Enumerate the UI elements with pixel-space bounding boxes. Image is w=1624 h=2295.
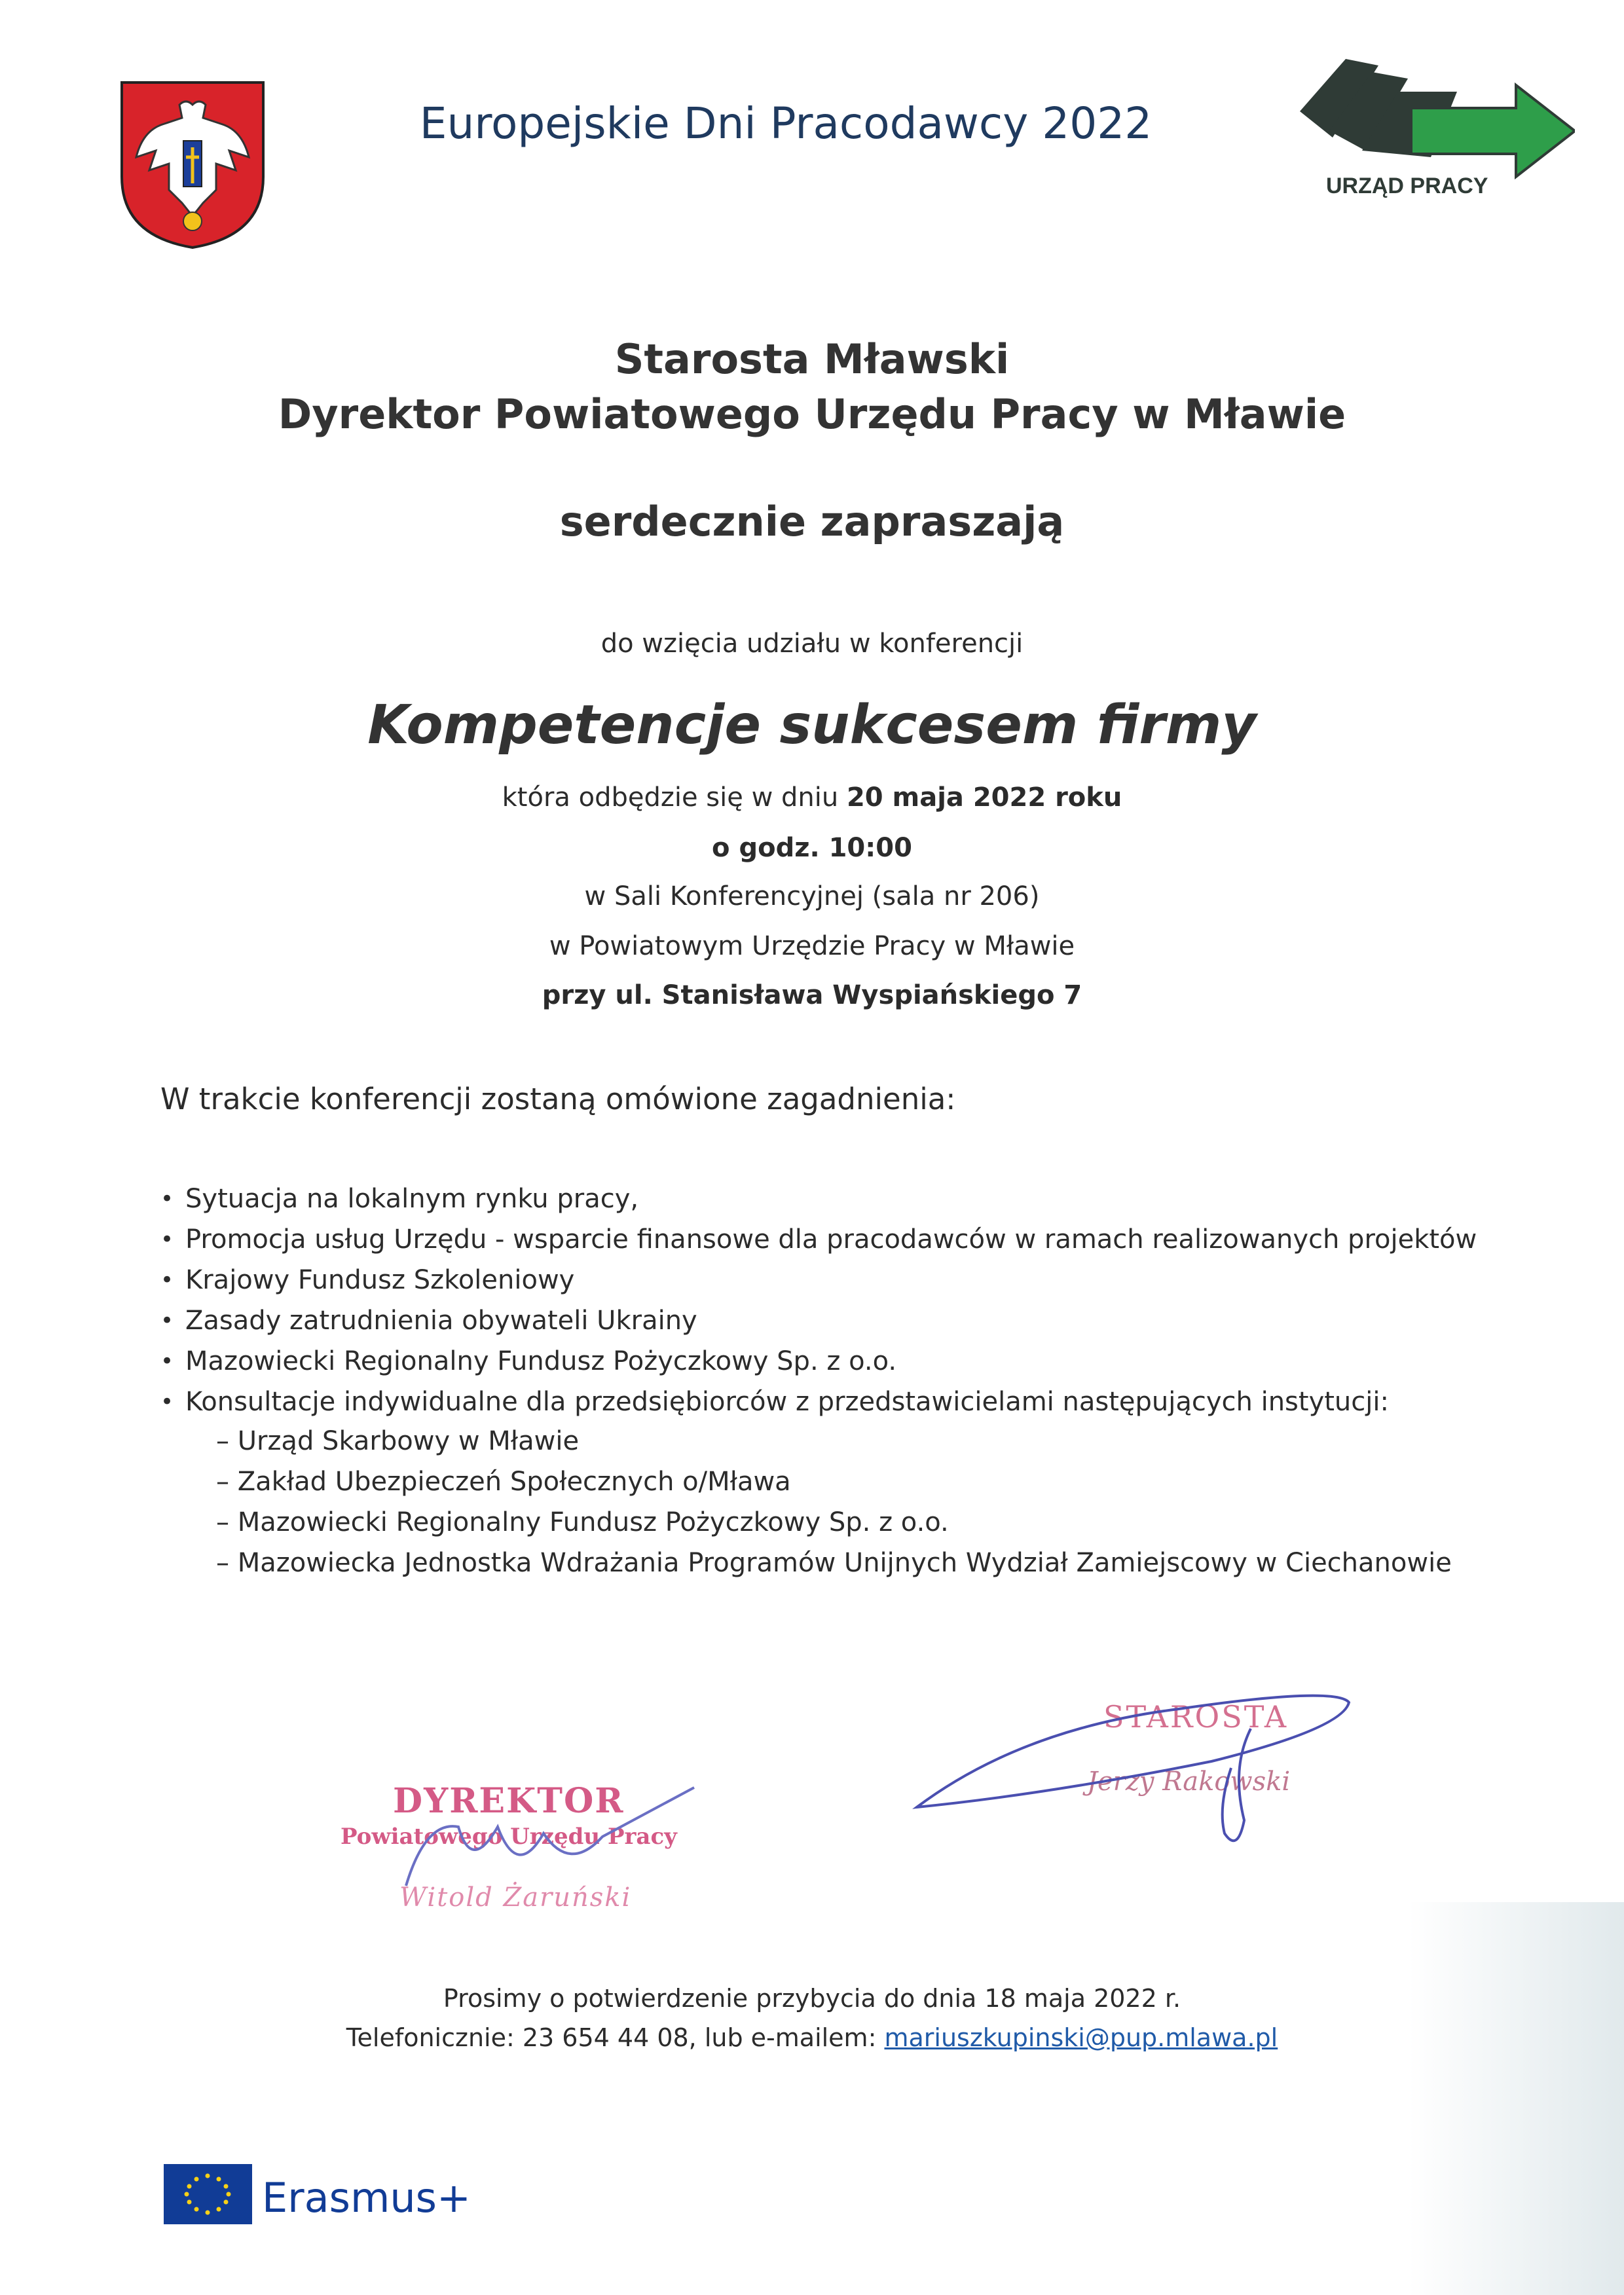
- info-address: przy ul. Stanisława Wyspiańskiego 7: [542, 980, 1082, 1010]
- list-item: • Sytuacja na lokalnym rynku pracy,: [160, 1179, 1477, 1219]
- heading-invite: serdecznie zapraszają: [559, 498, 1065, 545]
- topics-heading: W trakcie konferencji zostaną omówione zagadnienia:: [160, 1082, 956, 1116]
- intro-line: do wzięcia udziału w konferencji: [600, 629, 1024, 659]
- heading-starosta: Starosta Mławski: [614, 335, 1010, 383]
- info-date: [0, 782, 1624, 813]
- list-item: – Mazowiecka Jednostka Wdrażania Programów Unijnych Wydział Zamiejscowy w Ciechanowie: [216, 1548, 1452, 1578]
- conference-name: Kompetencje sukcesem firmy: [367, 694, 1257, 756]
- list-item: – Zakład Ubezpieczeń Społecznych o/Mława: [216, 1467, 791, 1497]
- stamp-starosta-name: Jerzy Rakowski: [1087, 1767, 1291, 1797]
- stamp-starosta-title: STAROSTA: [1103, 1699, 1289, 1735]
- erasmus-logo-text: Erasmus+: [262, 2174, 471, 2222]
- institutions-list: [216, 1421, 1452, 1583]
- info-date-prefix: która odbędzie się w dniu: [502, 782, 847, 813]
- email-link[interactable]: mariuszkupinski@pup.mlawa.pl: [884, 2023, 1278, 2052]
- stamp-dyrektor-title: DYREKTOR: [393, 1781, 625, 1821]
- list-item: • Mazowiecki Regionalny Fundusz Pożyczkowy Sp. z o.o.: [160, 1341, 1477, 1382]
- topics-list: [160, 1179, 1477, 1422]
- urzad-pracy-arrow-logo: [1300, 59, 1575, 210]
- list-item: • Zasady zatrudnienia obywateli Ukrainy: [160, 1300, 1477, 1341]
- info-room: w Sali Konferencyjnej (sala nr 206): [584, 881, 1040, 911]
- list-item: – Mazowiecki Regionalny Fundusz Pożyczkowy Sp. z o.o.: [216, 1507, 949, 1537]
- heading-dyrektor: Dyrektor Powiatowego Urzędu Pracy w Mławie: [278, 390, 1346, 438]
- info-office: w Powiatowym Urzędzie Pracy w Mławie: [549, 931, 1075, 961]
- eu-flag-icon: [164, 2164, 252, 2224]
- info-date-value: 20 maja 2022 roku: [846, 782, 1122, 813]
- list-item: • Krajowy Fundusz Szkoleniowy: [160, 1260, 1477, 1300]
- logo-text: URZĄD PRACY: [1326, 174, 1488, 198]
- info-time: o godz. 10:00: [712, 833, 912, 863]
- list-item: • Konsultacje indywidualne dla przedsiębiorców z przedstawicielami następujących instytucji:: [160, 1382, 1477, 1422]
- list-item: • Promocja usług Urzędu - wsparcie finansowe dla pracodawców w ramach realizowanych projektów: [160, 1219, 1477, 1260]
- scan-edge-shade: [1408, 1902, 1624, 2295]
- event-title: Europejskie Dni Pracodawcy 2022: [419, 98, 1153, 149]
- footer-contact: [0, 2023, 1624, 2052]
- footer-confirm: Prosimy o potwierdzenie przybycia do dnia 18 maja 2022 r.: [443, 1984, 1181, 2013]
- stamp-dyrektor-name: Witold Żaruński: [399, 1882, 632, 1913]
- list-item: – Urząd Skarbowy w Mławie: [216, 1426, 580, 1456]
- footer-contact-prefix: Telefonicznie: 23 654 44 08, lub e-mailem:: [346, 2023, 885, 2052]
- stamp-dyrektor-office: Powiatowego Urzędu Pracy: [341, 1824, 677, 1850]
